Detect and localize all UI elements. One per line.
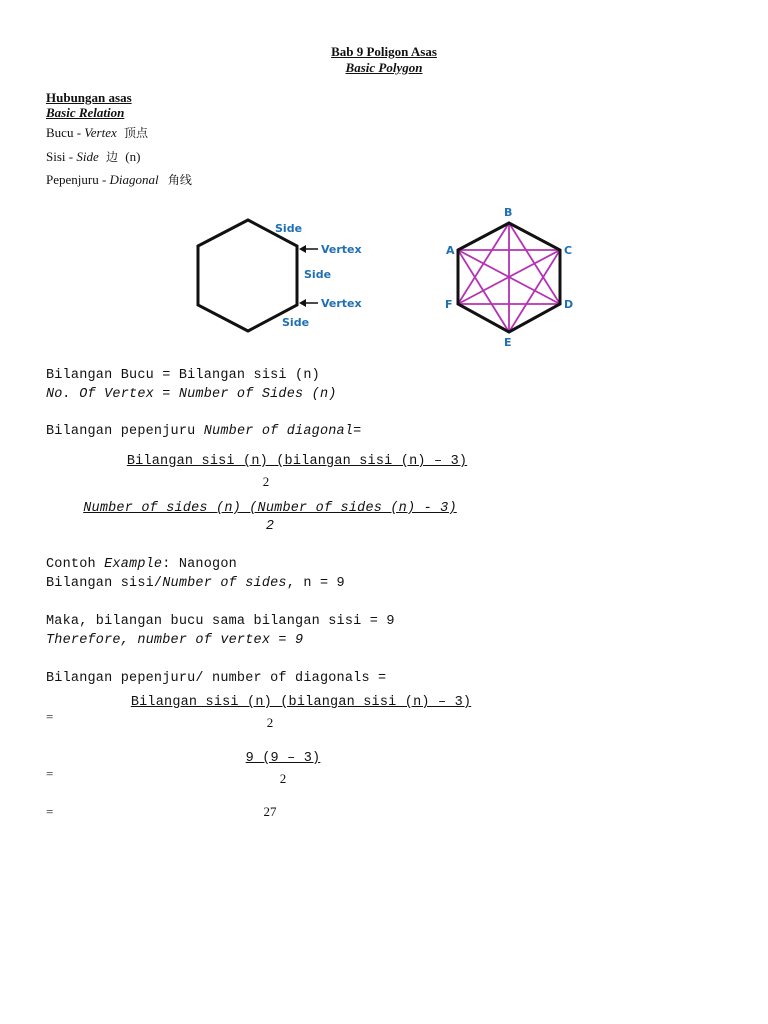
- formula-numerator-english: Number of sides (n) (Number of sides (n) - 3): [83, 501, 457, 516]
- sides-malay: Bilangan sisi/: [46, 576, 163, 591]
- step1-denominator: 2: [266, 715, 274, 730]
- vertex-arrowhead-top: [299, 245, 306, 253]
- intro-english: Number of diagonal: [203, 424, 354, 439]
- sides-line: [46, 576, 345, 591]
- therefore-malay: Maka, bilangan bucu sama bilangan sisi = 9: [46, 614, 395, 629]
- intro-equals: =: [353, 424, 362, 439]
- formula-denominator-english: 2: [265, 519, 275, 534]
- diagonal-formula-intro: [46, 424, 361, 439]
- vertex-label-c: C: [564, 244, 573, 257]
- label-vertex-bottom: Vertex: [321, 297, 362, 310]
- vertex-arrowhead-bottom: [299, 299, 306, 307]
- step3-equals: =: [46, 804, 54, 819]
- hexagon-shape: [198, 220, 297, 331]
- result-value: 27: [263, 804, 277, 819]
- diagonal-definition: [46, 171, 192, 188]
- side-definition: [46, 148, 140, 165]
- page-subtitle: Basic Polygon: [345, 60, 423, 75]
- side-chinese: 边: [105, 150, 118, 164]
- section-subheading: Basic Relation: [46, 105, 125, 120]
- diagonal-malay: Pepenjuru -: [46, 172, 110, 187]
- example-label: Contoh: [46, 557, 105, 572]
- sides-value: , n = 9: [286, 576, 345, 591]
- vertex-label-b: B: [504, 206, 513, 219]
- formula-denominator-malay: 2: [262, 474, 270, 489]
- diagonal-chinese: 角线: [167, 173, 192, 187]
- label-side-top: Side: [275, 222, 303, 235]
- vertex-label-d: D: [564, 298, 574, 311]
- diagonals-intro: Bilangan pepenjuru/ number of diagonals =: [46, 671, 387, 686]
- rule-english: No. Of Vertex = Number of Sides (n): [46, 387, 337, 402]
- section-heading: Hubungan asas: [46, 90, 132, 105]
- step1-equals: =: [46, 709, 54, 724]
- therefore-english: Therefore, number of vertex = 9: [46, 633, 304, 648]
- vertex-malay: Bucu -: [46, 125, 85, 140]
- label-side-right: Side: [304, 268, 332, 281]
- side-english: Side: [76, 149, 99, 164]
- step2-denominator: 2: [279, 771, 287, 786]
- hexagon-diagonals-figure: [440, 204, 580, 350]
- formula-numerator-malay: Bilangan sisi (n) (bilangan sisi (n) – 3): [126, 454, 468, 469]
- label-side-bottom: Side: [282, 316, 310, 329]
- vertex-english: Vertex: [84, 125, 117, 140]
- step2-equals: =: [46, 766, 54, 781]
- example-label-english: Example: [104, 557, 163, 572]
- example-polygon: : Nanogon: [162, 557, 237, 572]
- vertex-definition: [46, 124, 148, 141]
- hexagon-labelled-figure: [190, 212, 380, 338]
- label-vertex-top: Vertex: [321, 243, 362, 256]
- vertex-chinese: 顶点: [124, 126, 149, 140]
- intro-malay: Bilangan pepenjuru: [46, 424, 204, 439]
- vertex-label-f: F: [445, 298, 453, 311]
- rule-malay: Bilangan Bucu = Bilangan sisi (n): [46, 368, 320, 383]
- side-malay: Sisi -: [46, 149, 77, 164]
- vertex-label-a: A: [446, 244, 455, 257]
- sides-english: Number of sides: [162, 576, 287, 591]
- example-line: [46, 557, 237, 572]
- side-suffix: (n): [125, 149, 141, 164]
- page-title: Bab 9 Poligon Asas: [331, 44, 437, 59]
- step1-numerator: Bilangan sisi (n) (bilangan sisi (n) – 3): [130, 695, 472, 710]
- vertex-label-e: E: [504, 336, 512, 349]
- step2-numerator: 9 (9 – 3): [245, 751, 321, 766]
- diagonal-english: Diagonal: [109, 172, 159, 187]
- diagonals-group: [458, 223, 560, 332]
